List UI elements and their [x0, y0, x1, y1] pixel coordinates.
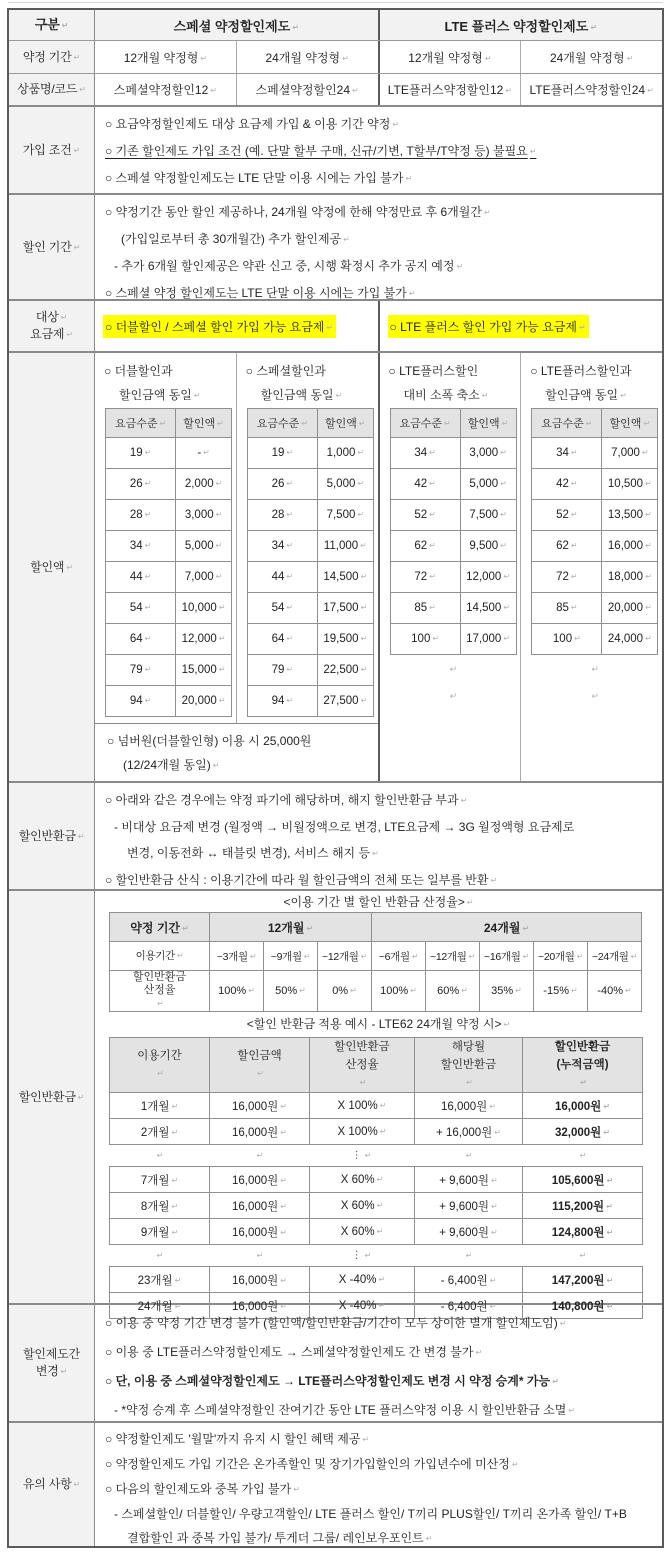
- table-cell: - ↵: [176, 438, 232, 469]
- refund-tables-row: [9, 889, 662, 1313]
- table-row: [106, 500, 232, 531]
- product-row: [9, 73, 662, 105]
- table-cell: 19,500 ↵: [317, 624, 373, 655]
- target-plans-row: [9, 299, 662, 351]
- table-cell: 34 ↵: [106, 531, 176, 562]
- table-cell: 52 ↵: [390, 500, 460, 531]
- table-cell: 27,500 ↵: [317, 686, 373, 717]
- table-cell: 3,000 ↵: [460, 438, 516, 469]
- table-cell: 72 ↵: [532, 562, 602, 593]
- table-cell: 7,500 ↵: [317, 500, 373, 531]
- table-cell: 2개월 ↵: [110, 1119, 210, 1145]
- table-row: [532, 438, 658, 469]
- header-gubun: [9, 10, 95, 40]
- table-row: [106, 593, 232, 624]
- program-change-label: 할인제도간 변경 ↵: [9, 1305, 95, 1421]
- refund-line: 변경, 이동전화 ↔ 태블릿 변경), 서비스 해지 등 ↵: [105, 840, 658, 867]
- amount-col-special-24: ○ 스페셜할인과 할인금액 동일 ↵ 요금수준 ↵ 할인액 ↵ 19 ↵ 1,000 ↵ 26 ↵ 5,000 ↵ 28 ↵ 7,500 ↵ 34 ↵ 11,000 ↵ 44 ↵ 14,500 ↵ 54 ↵ 17,500 ↵ 64 ↵ 19,500 ↵ 79 ↵ 22,500 ↵ 94 ↵ 27,500 ↵: [237, 353, 378, 723]
- notes-line: ○ 약정할인제도 '월말'까지 유지 시 할인 혜택 제공 ↵: [105, 1427, 658, 1452]
- table-cell: 100 ↵: [532, 624, 602, 655]
- paragraph-mark: [414, 1245, 522, 1266]
- paragraph-mark: [209, 1145, 309, 1166]
- table-cell: 24,000 ↵: [602, 624, 658, 655]
- join-conditions-label: 가입 조건 ↵: [9, 107, 95, 193]
- table-cell: 14,500 ↵: [460, 593, 516, 624]
- notes-row: [9, 1421, 662, 1546]
- table-row: [110, 1193, 643, 1219]
- table-cell: 7,500 ↵: [460, 500, 516, 531]
- table-cell: X -40% ↵: [310, 1293, 415, 1319]
- table-row: [110, 1267, 643, 1293]
- product-lte-24: LTE플러스약정할인24 ↵: [521, 74, 662, 105]
- table-cell: 9개월 ↵: [110, 1219, 210, 1245]
- period-line: ○ 스페셜 약정 할인제도는 LTE 단말 이용 시에는 가입 불가 ↵: [105, 280, 658, 307]
- table-row: [390, 562, 516, 593]
- table-cell: + 16,000원 ↵: [415, 1119, 523, 1145]
- table-cell: 79 ↵: [247, 655, 317, 686]
- discount-amount-label: 할인액 ↵: [9, 353, 95, 781]
- product-label: 상품명/코드 ↵: [9, 74, 95, 105]
- table-cell: 64 ↵: [106, 624, 176, 655]
- target-plans-label: 대상 ↵ 요금제 ↵: [9, 301, 95, 351]
- table-cell: 147,200원 ↵: [523, 1267, 643, 1293]
- header-lte: [380, 10, 663, 40]
- paragraph-mark: [530, 655, 660, 682]
- table-row: [247, 655, 373, 686]
- period-line: (가입일로부터 총 30개월간) 추가 할인제공 ↵: [105, 226, 658, 253]
- target-special-highlight: ○ 더블할인 / 스페셜 할인 가입 가능 요금제 ↵: [103, 315, 336, 338]
- target-special-cell: [95, 301, 380, 351]
- table-cell: + 9,600원 ↵: [415, 1219, 523, 1245]
- table-row: [532, 562, 658, 593]
- discount-period-label: 할인 기간 ↵: [9, 195, 95, 299]
- table-cell: 24개월 ↵: [110, 1293, 210, 1319]
- refund-tables-content: [95, 891, 662, 1313]
- table-cell: 10,000 ↵: [176, 593, 232, 624]
- table-row: [247, 438, 373, 469]
- program-change-row: [9, 1303, 662, 1421]
- product-special-24: 스페셜약정할인24 ↵: [237, 74, 380, 105]
- join-line: ○ 스페셜 약정할인제도는 LTE 단말 이용 시에는 가입 불가 ↵: [105, 165, 658, 192]
- header-special: [95, 10, 380, 40]
- table-row: [247, 593, 373, 624]
- amount-col-special-12: ○ 더블할인과 할인금액 동일 ↵ 요금수준 ↵ 할인액 ↵ 19 ↵ - ↵ 26 ↵ 2,000 ↵ 28 ↵ 3,000 ↵ 34 ↵ 5,000 ↵ 44 ↵ 7,000 ↵ 54 ↵ 10,000 ↵ 64 ↵ 12,000 ↵ 79 ↵ 15,000 ↵ 94 ↵ 20,000 ↵: [95, 353, 237, 723]
- table-row: [390, 500, 516, 531]
- notes-section: [95, 1423, 662, 1546]
- table-cell: 16,000원 ↵: [210, 1293, 310, 1319]
- refund-line: ○ 아래와 같은 경우에는 약정 파기에 해당하며, 해지 할인반환금 부과 ↵: [105, 787, 658, 814]
- table-row: [106, 686, 232, 717]
- notes-line: 결합할인 과 중복 가입 불가/ 투게더 그룹/ 레인보우포인트 ↵: [105, 1526, 658, 1551]
- product-lte-12: LTE플러스약정할인12 ↵: [380, 74, 522, 105]
- table-row: [247, 469, 373, 500]
- period-line: - 추가 6개월 할인제공은 약관 신고 중, 시행 확정시 추가 공지 예정 ↵: [105, 253, 658, 280]
- table-row: [532, 593, 658, 624]
- table-cell: 16,000원 ↵: [210, 1167, 310, 1193]
- change-line: ○ 단, 이용 중 스페셜약정할인제도 → LTE플러스약정할인제도 변경 시 약정 승계* 가능 ↵: [105, 1367, 658, 1396]
- table-cell: 11,000 ↵: [317, 531, 373, 562]
- paragraph-mark: [414, 1145, 522, 1166]
- table-cell: 124,800원 ↵: [523, 1219, 643, 1245]
- table-cell: 34 ↵: [390, 438, 460, 469]
- table-cell: 2,000 ↵: [176, 469, 232, 500]
- table-row: [532, 624, 658, 655]
- table-cell: 12,000 ↵: [460, 562, 516, 593]
- ellipsis-mark: ⋮ ↵: [309, 1245, 414, 1266]
- table-cell: 52 ↵: [532, 500, 602, 531]
- join-conditions-row: [9, 105, 662, 193]
- ellipsis-gap: [109, 1145, 642, 1166]
- table-cell: 20,000 ↵: [176, 686, 232, 717]
- discount-amount-content: [95, 353, 662, 781]
- refund-rules-section: [95, 783, 662, 889]
- table-cell: 16,000원 ↵: [523, 1093, 643, 1119]
- amount-special-half: [95, 353, 380, 781]
- table-cell: 7,000 ↵: [602, 438, 658, 469]
- table-row: [110, 1119, 643, 1145]
- table-cell: 12,000 ↵: [176, 624, 232, 655]
- table-cell: 17,000 ↵: [460, 624, 516, 655]
- discount-table-double: 요금수준 ↵ 할인액 ↵ 19 ↵ - ↵ 26 ↵ 2,000 ↵ 28 ↵ 3,000 ↵ 34 ↵ 5,000 ↵ 44 ↵ 7,000 ↵ 54 ↵ 10,000 ↵ 64 ↵ 12,000 ↵ 79 ↵ 15,000 ↵ 94 ↵ 20,000 ↵: [105, 408, 232, 717]
- table-cell: 62 ↵: [390, 531, 460, 562]
- table-cell: 16,000원 ↵: [210, 1219, 310, 1245]
- amount-col-lte-12: ○ LTE플러스할인 대비 소폭 축소 ↵ 요금수준 ↵ 할인액 ↵ 34 ↵ 3,000 ↵ 42 ↵ 5,000 ↵ 52 ↵ 7,500 ↵ 62 ↵ 9,500 ↵ 72 ↵ 12,000 ↵ 85 ↵ 14,500 ↵ 100 ↵ 17,000 ↵ ↵ ↵: [380, 353, 522, 781]
- refund-example-table-chunk2: [109, 1166, 643, 1245]
- table-cell: X 60% ↵: [310, 1167, 415, 1193]
- table-cell: 16,000원 ↵: [415, 1093, 523, 1119]
- refund-rules-label: 할인반환금 ↵: [9, 783, 95, 889]
- discount-table-lteplus-24: 요금수준 ↵ 할인액 ↵ 34 ↵ 7,000 ↵ 42 ↵ 10,500 ↵ 52 ↵ 13,500 ↵ 62 ↵ 16,000 ↵ 72 ↵ 18,000 ↵ 85 ↵ 20,000 ↵ 100 ↵ 24,000 ↵: [531, 408, 658, 655]
- example-table-title: <할인 반환금 적용 예시 - LTE62 24개월 약정 시> ↵: [95, 1012, 662, 1037]
- term-special-12: 12개월 약정형 ↵: [95, 41, 237, 73]
- table-cell: 20,000 ↵: [602, 593, 658, 624]
- table-row: [390, 593, 516, 624]
- table-cell: 16,000원 ↵: [210, 1119, 310, 1145]
- table-row: [106, 469, 232, 500]
- table-row: [106, 531, 232, 562]
- change-line: ○ 이용 중 약정 기간 변경 불가 (할인액/할인반환금/기간이 모두 상이한 별개 할인제도임) ↵: [105, 1309, 658, 1338]
- table-cell: 42 ↵: [532, 469, 602, 500]
- table-cell: 44 ↵: [106, 562, 176, 593]
- table-row: [106, 655, 232, 686]
- table-cell: 26 ↵: [106, 469, 176, 500]
- table-cell: 22,500 ↵: [317, 655, 373, 686]
- table-cell: 5,000 ↵: [176, 531, 232, 562]
- amount-col-lte-24: ○ LTE플러스할인과 할인금액 동일 ↵ 요금수준 ↵ 할인액 ↵ 34 ↵ 7,000 ↵ 42 ↵ 10,500 ↵ 52 ↵ 13,500 ↵ 62 ↵ 16,000 ↵ 72 ↵ 18,000 ↵ 85 ↵ 20,000 ↵ 100 ↵ 24,000 ↵ ↵ ↵: [521, 353, 662, 781]
- table-cell: 62 ↵: [532, 531, 602, 562]
- header-special-label: 스페셜 약정할인제도 ↵: [174, 16, 299, 35]
- table-cell: 13,500 ↵: [602, 500, 658, 531]
- amount-lte-half: [380, 353, 663, 781]
- table-cell: 34 ↵: [532, 438, 602, 469]
- table-cell: 26 ↵: [247, 469, 317, 500]
- table-row: [247, 500, 373, 531]
- table-cell: 14,500 ↵: [317, 562, 373, 593]
- table-cell: 115,200원 ↵: [523, 1193, 643, 1219]
- term-lte-24: 24개월 약정형 ↵: [521, 41, 662, 73]
- paragraph-mark: [530, 682, 660, 709]
- period-line: ○ 약정기간 동안 할인 제공하나, 24개월 약정에 한해 약정만료 후 6개월간 ↵: [105, 199, 658, 226]
- change-line: - *약정 승계 후 스페셜약정할인 잔여기간 동안 LTE 플러스약정 이용 시 할인반환금 소멸 ↵: [105, 1396, 658, 1425]
- notes-line: ○ 다음의 할인제도와 중복 가입 불가 ↵: [105, 1477, 658, 1502]
- table-cell: X -40% ↵: [310, 1267, 415, 1293]
- term-row: [9, 40, 662, 73]
- notes-line: ○ 약정할인제도 가입 기간은 온가족할인 및 장기가입할인의 가입년수에 미산정 ↵: [105, 1452, 658, 1477]
- table-cell: 34 ↵: [247, 531, 317, 562]
- table-cell: X 100% ↵: [310, 1093, 415, 1119]
- header-gubun-label: 구분 ↵: [35, 16, 68, 34]
- discount-amount-row: [9, 351, 662, 781]
- top-crop-line: [8, 2, 663, 3]
- ellipsis-gap: [109, 1245, 642, 1266]
- table-cell: 16,000원 ↵: [210, 1267, 310, 1293]
- table-row: [390, 531, 516, 562]
- table-cell: 64 ↵: [247, 624, 317, 655]
- discount-table-lteplus-12: 요금수준 ↵ 할인액 ↵ 34 ↵ 3,000 ↵ 42 ↵ 5,000 ↵ 52 ↵ 7,500 ↵ 62 ↵ 9,500 ↵ 72 ↵ 12,000 ↵ 85 ↵ 14,500 ↵ 100 ↵ 17,000 ↵: [390, 408, 517, 655]
- table-cell: 32,000원 ↵: [523, 1119, 643, 1145]
- table-row: [532, 469, 658, 500]
- numberone-note: ○ 넘버원(더블할인형) 이용 시 25,000원 (12/24개월 동일) ↵: [95, 723, 378, 781]
- table-cell: 17,500 ↵: [317, 593, 373, 624]
- table-cell: 100 ↵: [390, 624, 460, 655]
- term-label: 약정 기간 ↵: [9, 41, 95, 73]
- table-row: [390, 438, 516, 469]
- table-cell: 16,000원 ↵: [210, 1193, 310, 1219]
- table-row: [110, 1093, 643, 1119]
- table-cell: 28 ↵: [106, 500, 176, 531]
- table-row: [247, 562, 373, 593]
- header-lte-label: LTE 플러스 약정할인제도 ↵: [444, 16, 597, 35]
- paragraph-mark: [109, 1145, 209, 1166]
- table-cell: - 6,400원 ↵: [415, 1293, 523, 1319]
- table-cell: 10,500 ↵: [602, 469, 658, 500]
- table-row: [532, 531, 658, 562]
- table-cell: 5,000 ↵: [317, 469, 373, 500]
- discount-program-table: [7, 8, 664, 1548]
- table-cell: 54 ↵: [247, 593, 317, 624]
- table-cell: 79 ↵: [106, 655, 176, 686]
- table-cell: 1,000 ↵: [317, 438, 373, 469]
- table-row: [110, 1219, 643, 1245]
- header-row: [9, 10, 662, 40]
- table-row: [106, 624, 232, 655]
- table-cell: 54 ↵: [106, 593, 176, 624]
- join-line: ○ 기존 할인제도 가입 조건 (예. 단말 할부 구매, 신규/기변, T할부/T약정 등) 불필요 ↵: [105, 138, 658, 165]
- table-cell: 140,800원 ↵: [523, 1293, 643, 1319]
- table-row: [532, 500, 658, 531]
- target-lte-cell: [380, 301, 663, 351]
- rate-table-title: <이용 기간 별 할인 반환금 산정율> ↵: [95, 893, 662, 912]
- table-cell: 94 ↵: [106, 686, 176, 717]
- term-special-24: 24개월 약정형 ↵: [237, 41, 380, 73]
- table-cell: 42 ↵: [390, 469, 460, 500]
- table-cell: 44 ↵: [247, 562, 317, 593]
- table-cell: 85 ↵: [390, 593, 460, 624]
- table-cell: 105,600원 ↵: [523, 1167, 643, 1193]
- join-conditions-section: [95, 107, 662, 193]
- table-cell: 16,000원 ↵: [210, 1093, 310, 1119]
- table-cell: 18,000 ↵: [602, 562, 658, 593]
- paragraph-mark: [389, 655, 519, 682]
- table-cell: 3,000 ↵: [176, 500, 232, 531]
- discount-period-section: [95, 195, 662, 299]
- table-cell: 15,000 ↵: [176, 655, 232, 686]
- table-cell: 94 ↵: [247, 686, 317, 717]
- table-row: [247, 686, 373, 717]
- table-cell: - 6,400원 ↵: [415, 1267, 523, 1293]
- table-row: [390, 624, 516, 655]
- table-row: [390, 469, 516, 500]
- refund-rules-row: [9, 781, 662, 889]
- refund-rate-table: 약정 기간 ↵ 12개월 ↵ 24개월 ↵ 이용기간 ↵ ~3개월 ↵ ~9개월 ↵ ~12개월 ↵ ~6개월 ↵ ~12개월 ↵ ~16개월 ↵ ~20개월 ↵ ~24개월 ↵ 할인반환금 산정율 ↵ 100% ↵ 50% ↵ 0% ↵ 100% ↵ 60% ↵ 35% ↵ -15% ↵ -40% ↵: [109, 912, 642, 1012]
- table-cell: 9,500 ↵: [460, 531, 516, 562]
- term-lte-12: 12개월 약정형 ↵: [380, 41, 522, 73]
- table-row: [247, 624, 373, 655]
- table-cell: X 100% ↵: [310, 1119, 415, 1145]
- table-cell: 7,000 ↵: [176, 562, 232, 593]
- refund-tables-label: 할인반환금 ↵: [9, 891, 95, 1303]
- table-cell: 8개월 ↵: [110, 1193, 210, 1219]
- notes-line: - 스페셜할인/ 더블할인/ 우량고객할인/ LTE 플러스 할인/ T끼리 PLUS할인/ T끼리 온가족 할인/ T+B: [114, 1507, 627, 1521]
- table-cell: 5,000 ↵: [460, 469, 516, 500]
- table-cell: 7개월 ↵: [110, 1167, 210, 1193]
- ellipsis-mark: ⋮ ↵: [309, 1145, 414, 1166]
- join-line: ○ 요금약정할인제도 대상 요금제 가입 & 이용 기간 약정 ↵: [105, 111, 658, 138]
- table-cell: 19 ↵: [247, 438, 317, 469]
- table-row: [106, 562, 232, 593]
- paragraph-mark: [522, 1245, 642, 1266]
- product-special-12: 스페셜약정할인12 ↵: [95, 74, 237, 105]
- change-line: ○ 이용 중 LTE플러스약정할인제도 → 스페셜약정할인제도 간 변경 불가 ↵: [105, 1338, 658, 1367]
- table-cell: X 60% ↵: [310, 1219, 415, 1245]
- paragraph-mark: [109, 1245, 209, 1266]
- table-row: [106, 438, 232, 469]
- table-cell: 16,000 ↵: [602, 531, 658, 562]
- notes-label: 유의 사항 ↵: [9, 1423, 95, 1546]
- paragraph-mark: [209, 1245, 309, 1266]
- paragraph-mark: [389, 682, 519, 709]
- table-cell: 72 ↵: [390, 562, 460, 593]
- table-row: [247, 531, 373, 562]
- table-cell: + 9,600원 ↵: [415, 1193, 523, 1219]
- discount-table-special: 요금수준 ↵ 할인액 ↵ 19 ↵ 1,000 ↵ 26 ↵ 5,000 ↵ 28 ↵ 7,500 ↵ 34 ↵ 11,000 ↵ 44 ↵ 14,500 ↵ 54 ↵ 17,500 ↵ 64 ↵ 19,500 ↵ 79 ↵ 22,500 ↵ 94 ↵ 27,500 ↵: [247, 408, 374, 717]
- table-cell: X 60% ↵: [310, 1193, 415, 1219]
- table-cell: 23개월 ↵: [110, 1267, 210, 1293]
- table-row: [110, 1167, 643, 1193]
- refund-line: - 비대상 요금제 변경 (월정액 → 비월정액으로 변경, LTE요금제 → 3G 월정액형 요금제로: [114, 820, 575, 834]
- table-cell: 85 ↵: [532, 593, 602, 624]
- program-change-section: [95, 1305, 662, 1421]
- discount-period-row: [9, 193, 662, 299]
- refund-example-table-chunk1: 이용기간 ↵ 할인금액 ↵ 할인반환금 산정율 ↵ 해당월 할인반환금 ↵ 할인반환금 (누적금액) ↵ 1개월 ↵ 16,000원 ↵ X 100% ↵ 16,000원 ↵ 16,000원 ↵ 2개월 ↵ 16,000원 ↵ X 100% ↵ + 16,000원 ↵ 32,000원 ↵: [109, 1037, 643, 1145]
- table-cell: 28 ↵: [247, 500, 317, 531]
- table-cell: + 9,600원 ↵: [415, 1167, 523, 1193]
- table-cell: 19 ↵: [106, 438, 176, 469]
- refund-line: ○ 할인반환금 산식 : 이용기간에 따라 월 할인금액의 전체 또는 일부를 반환 ↵: [105, 867, 658, 894]
- target-lte-highlight: ○ LTE 플러스 할인 가입 가능 요금제 ↵: [388, 315, 589, 338]
- paragraph-mark: [522, 1145, 642, 1166]
- table-cell: 1개월 ↵: [110, 1093, 210, 1119]
